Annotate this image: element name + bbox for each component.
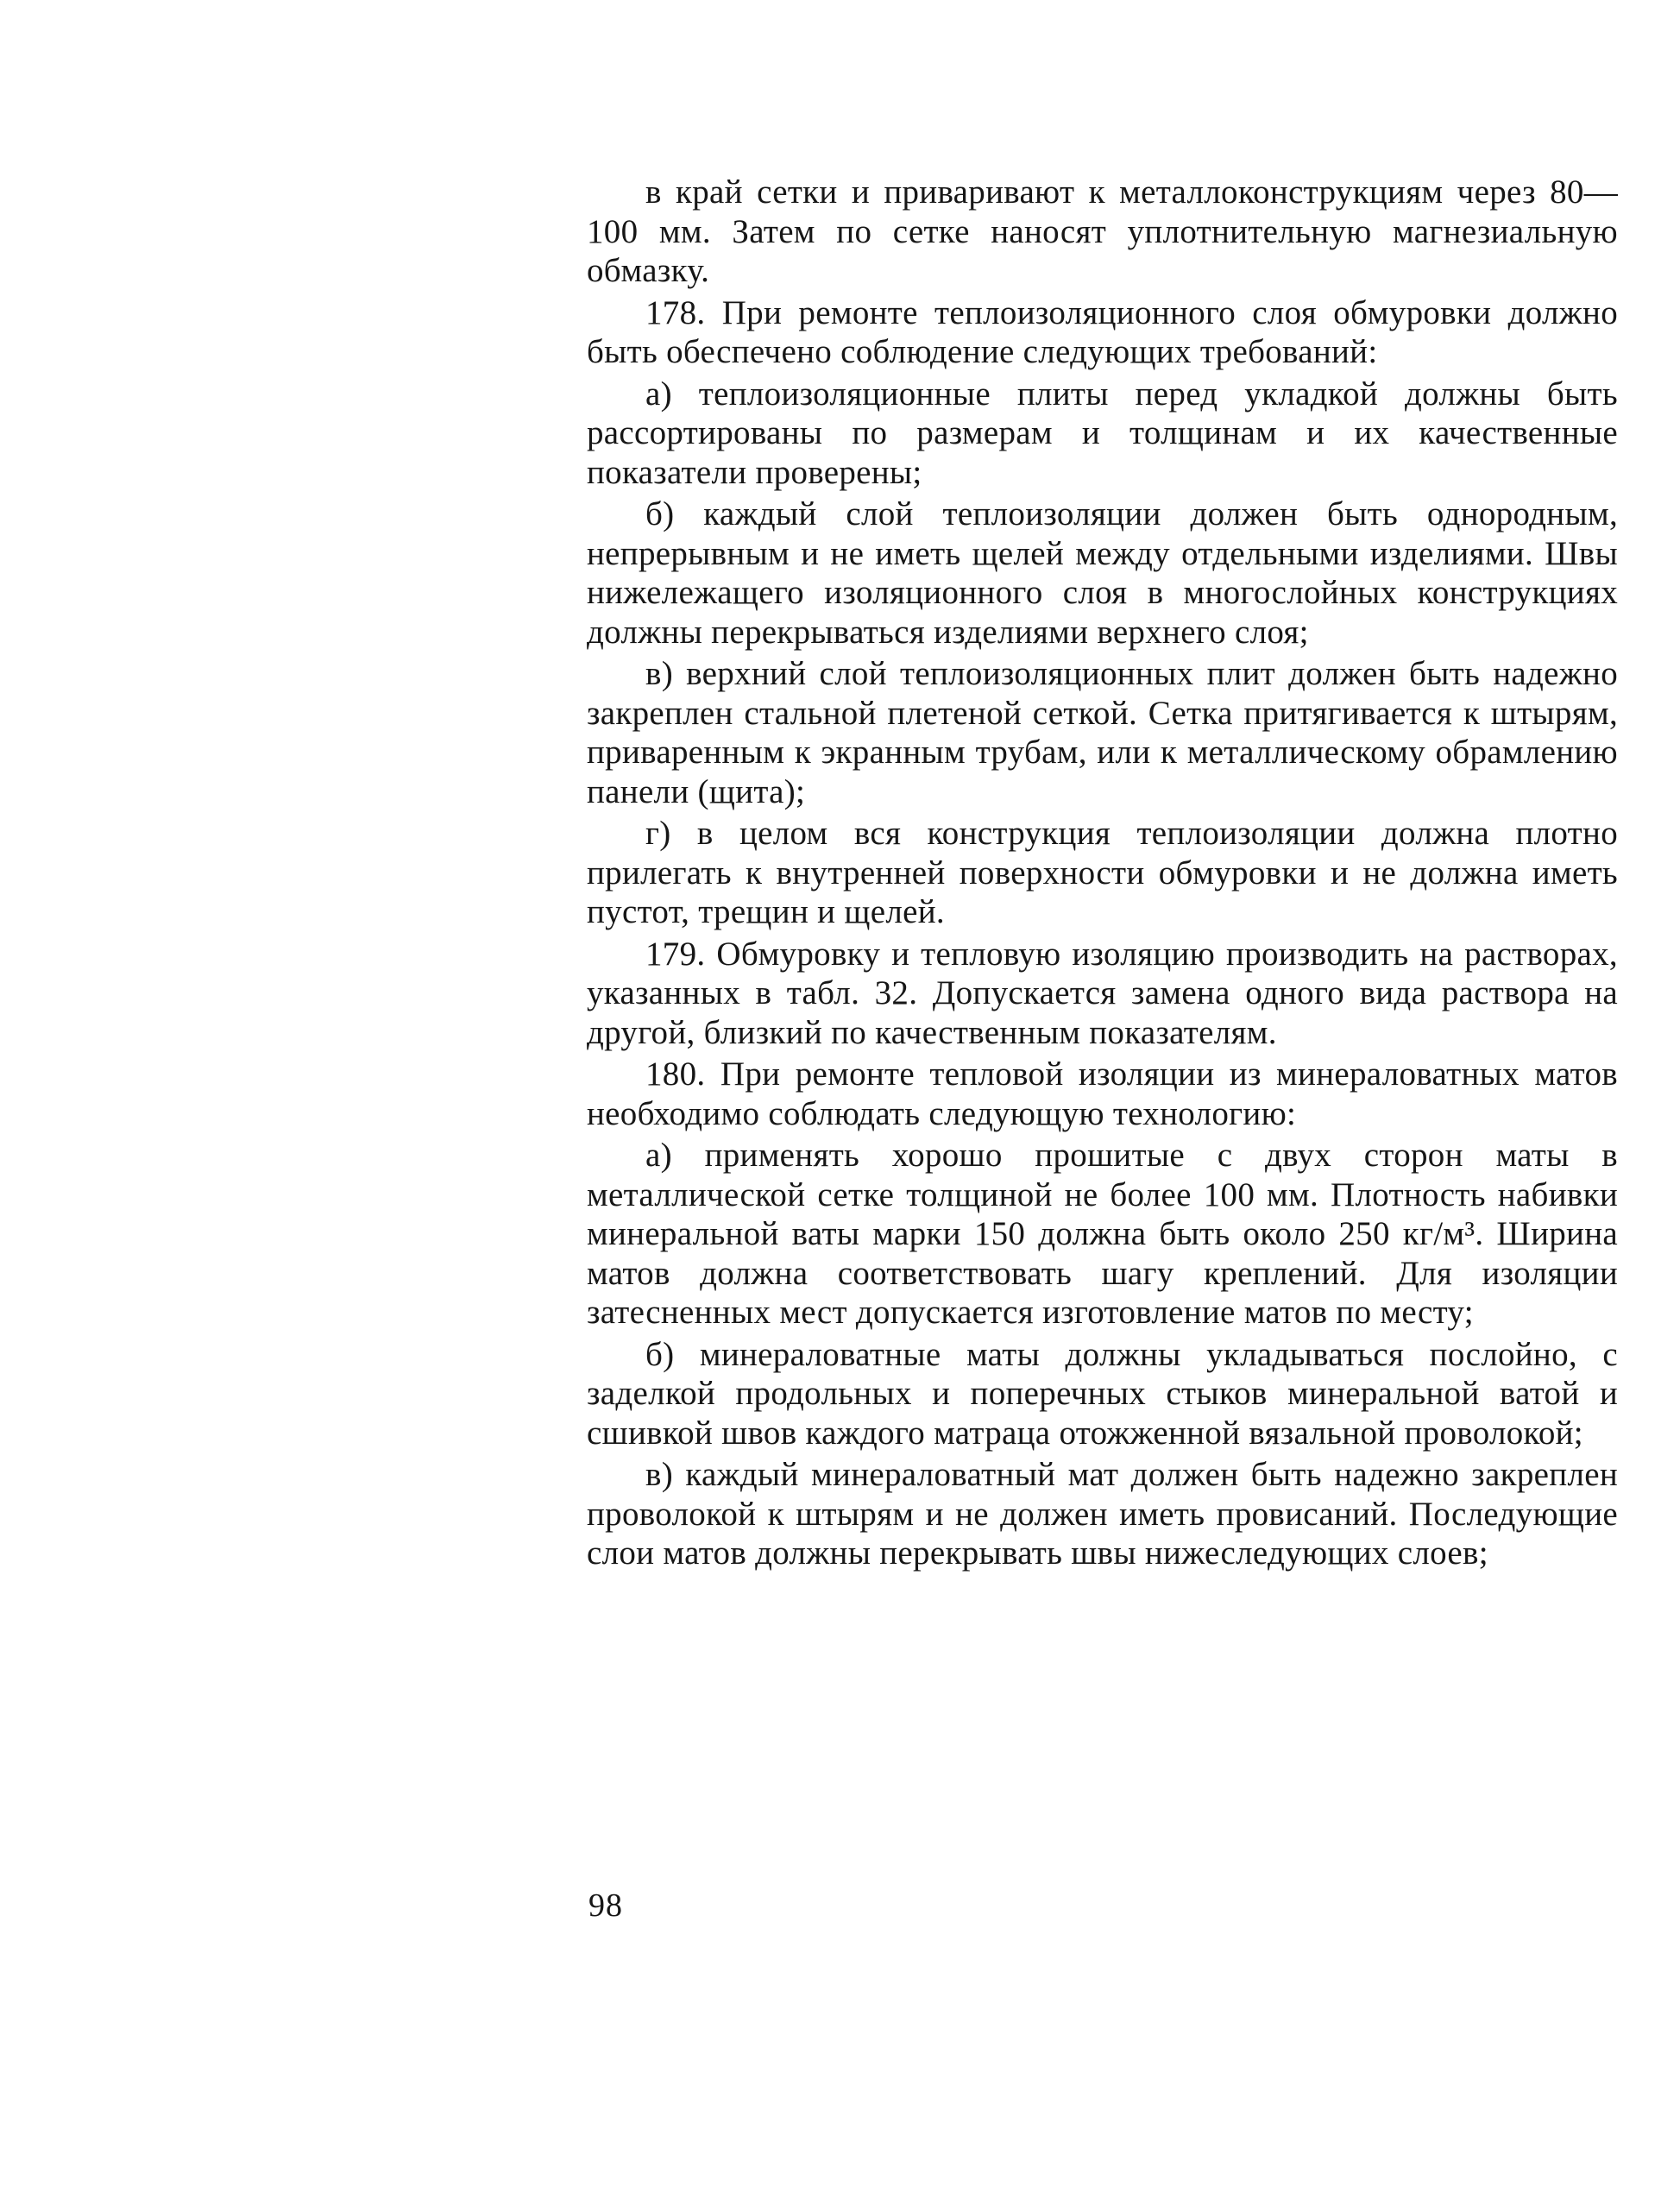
- body-text: [587, 173, 1618, 1576]
- paragraph-180: 180. При ремонте тепловой изоляции из минераловатных матов необходимо соблюдать следующую технологию:: [587, 1055, 1618, 1132]
- page-number: 98: [588, 1887, 623, 1924]
- paragraph-continuation: в край сетки и приваривают к металлоконструкциям через 80—100 мм. Затем по сетке наносят уплотнительную магнезиальную обмазку.: [587, 173, 1618, 289]
- paragraph-180-a: а) применять хорошо прошитые с двух сторон маты в металлической сетке толщиной не более 100 мм. Плотность набивки минеральной ваты марки 150 должна быть около 250 кг/м³. Ширина матов должна соответствовать шагу креплений. Для изоляции затесненных мест допускается изготовление матов по месту;: [587, 1137, 1618, 1331]
- paragraph-180-b: б) минераловатные маты должны укладываться послойно, с заделкой продольных и поперечных стыков минеральной ватой и сшивкой швов каждого матраца отожженной вязальной проволокой;: [587, 1335, 1618, 1452]
- paragraph-179: 179. Обмуровку и тепловую изоляцию производить на растворах, указанных в табл. 32. Допускается замена одного вида раствора на другой, близкий по качественным показателям.: [587, 935, 1618, 1051]
- paragraph-178-a: а) теплоизоляционные плиты перед укладкой должны быть рассортированы по размерам и толщинам и их качественные показатели проверены;: [587, 375, 1618, 491]
- paragraph-178-b: б) каждый слой теплоизоляции должен быть однородным, непрерывным и не иметь щелей между отдельными изделиями. Швы нижележащего изоляционного слоя в многослойных конструкциях должны перекрываться изделиями верхнего слоя;: [587, 495, 1618, 651]
- paragraph-178-v: в) верхний слой теплоизоляционных плит должен быть надежно закреплен стальной плетеной сеткой. Сетка притягивается к штырям, приваренным к экранным трубам, или к металлическому обрамлению панели (щита);: [587, 655, 1618, 810]
- paragraph-180-v: в) каждый минераловатный мат должен быть надежно закреплен проволокой к штырям и не должен иметь провисаний. Последующие слои матов должны перекрывать швы нижеследующих слоев;: [587, 1456, 1618, 1572]
- paragraph-178-g: г) в целом вся конструкция теплоизоляции должна плотно прилегать к внутренней поверхности обмуровки и не должна иметь пустот, трещин и щелей.: [587, 815, 1618, 930]
- paragraph-178: 178. При ремонте теплоизоляционного слоя обмуровки должно быть обеспечено соблюдение следующих требований:: [587, 293, 1618, 370]
